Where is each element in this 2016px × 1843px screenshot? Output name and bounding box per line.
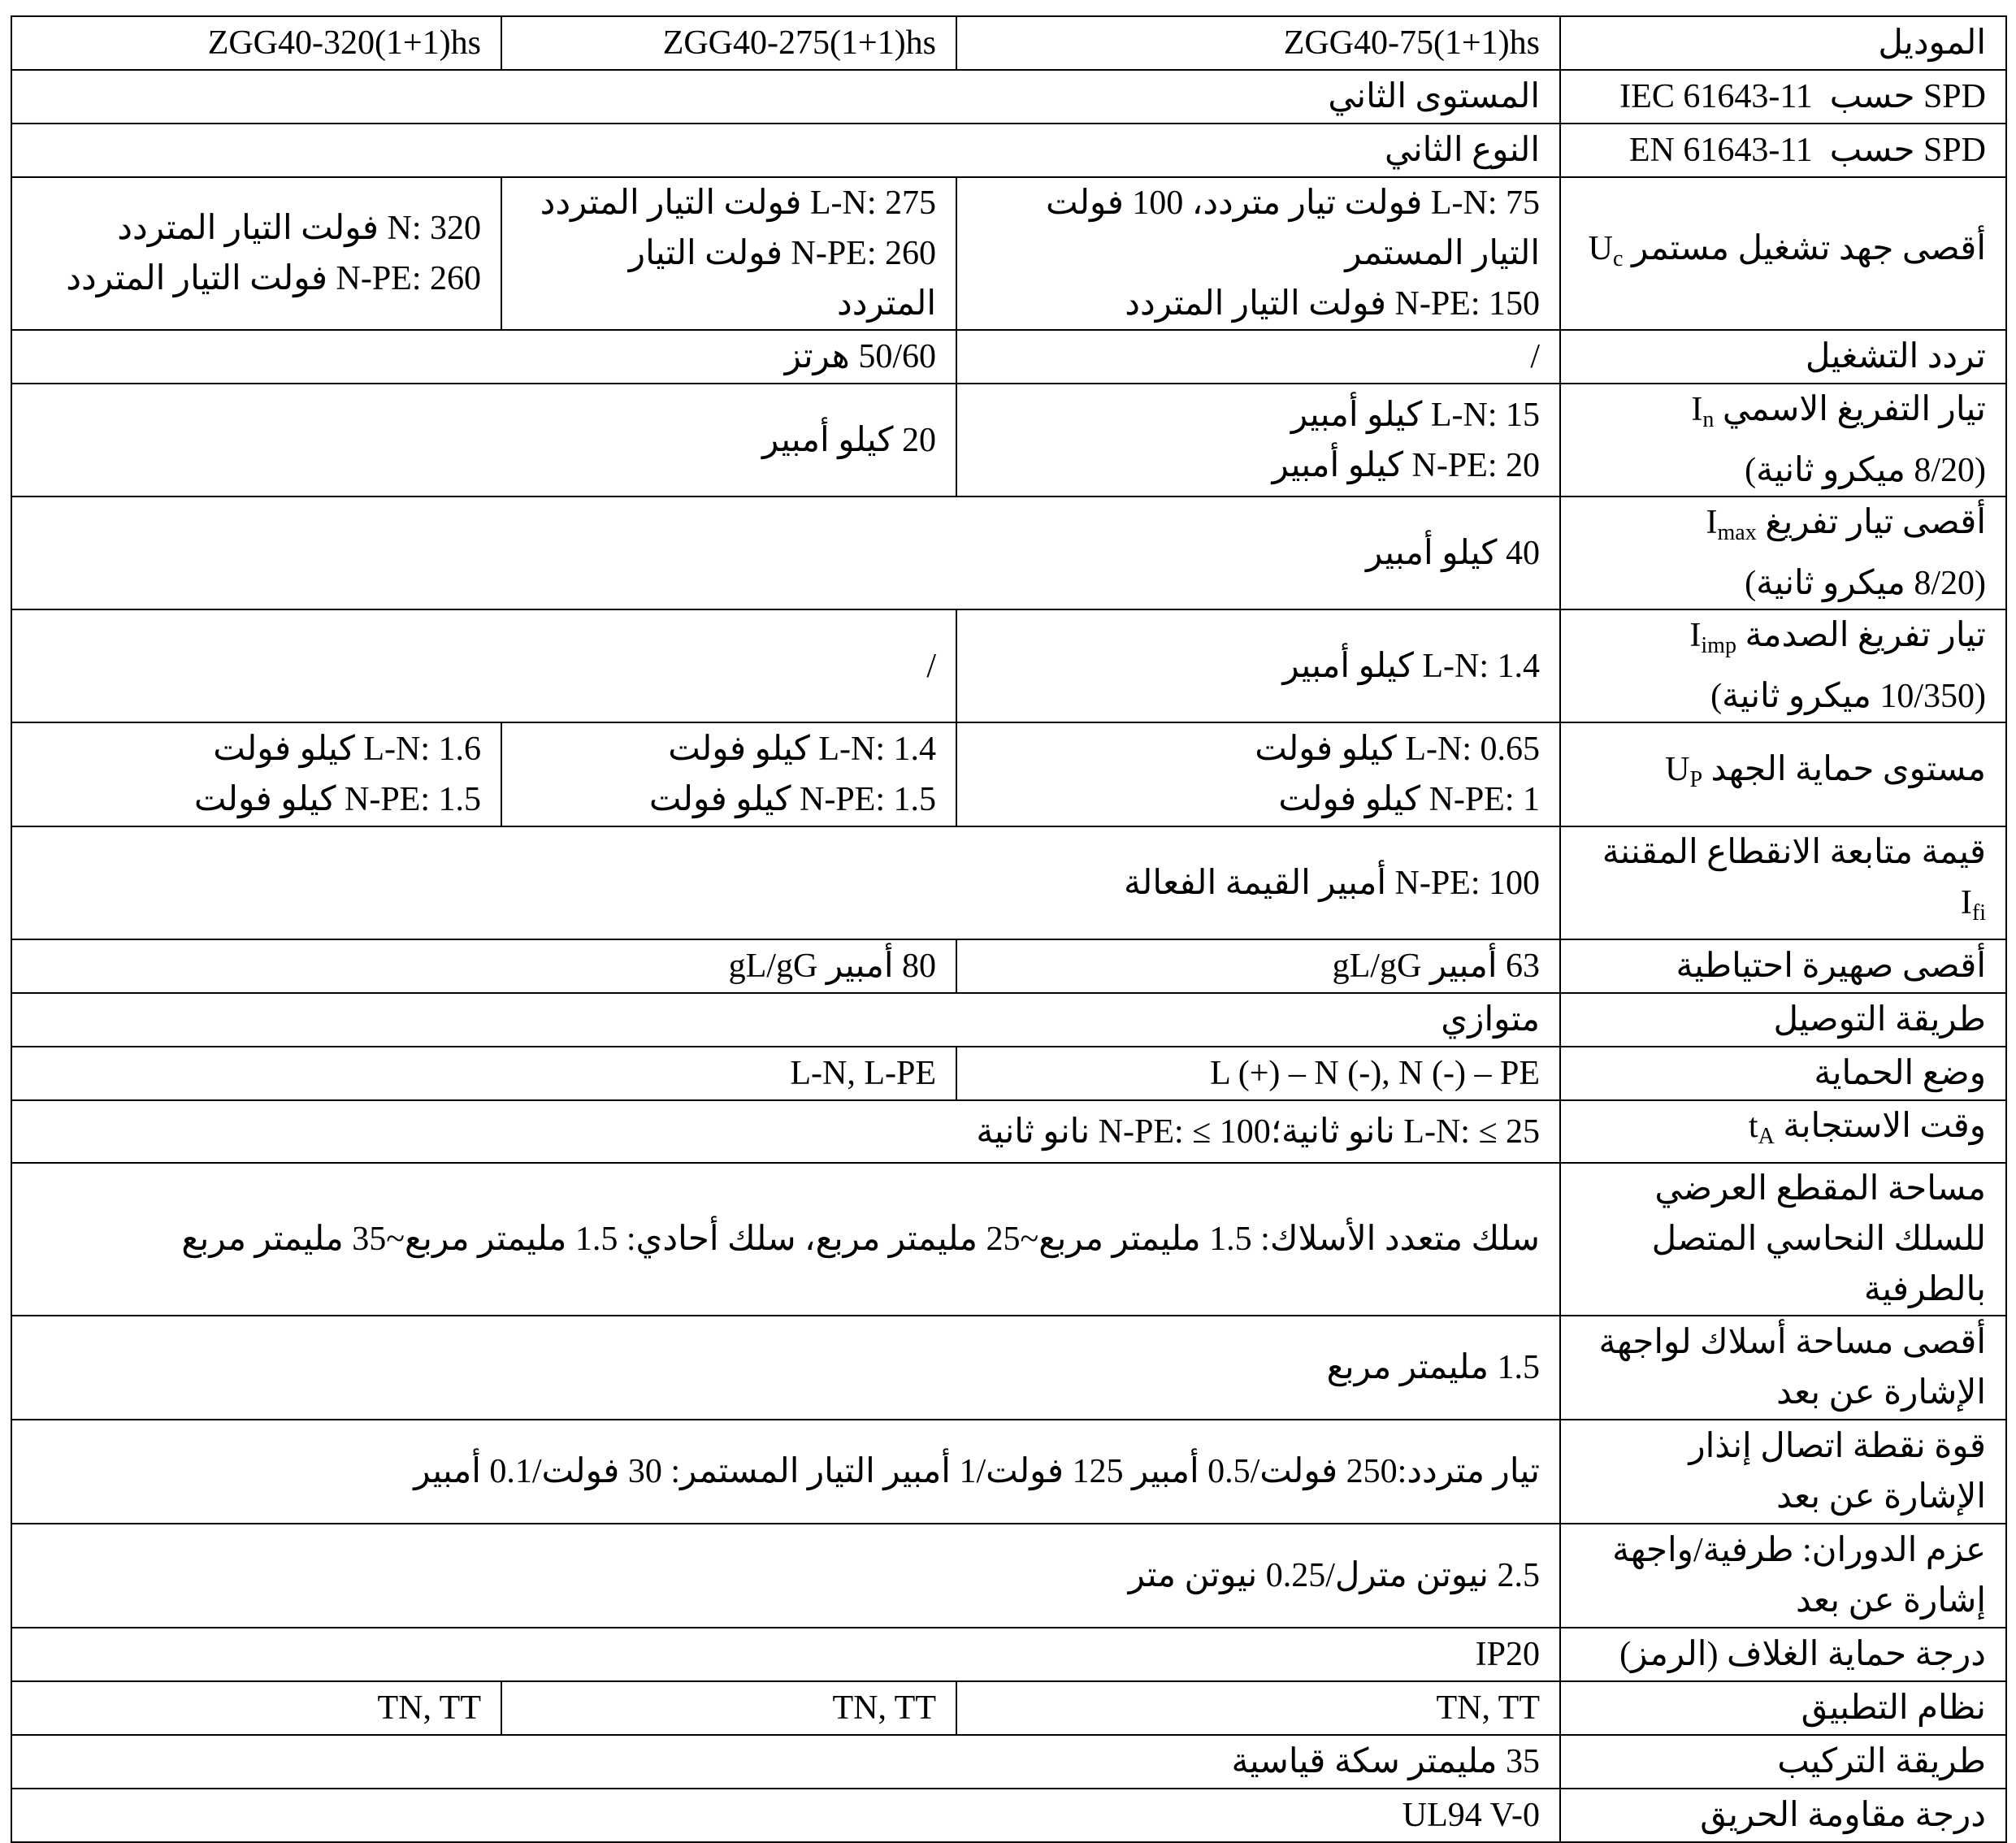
label-enclosure: درجة حماية الغلاف (الرمز) <box>1560 1628 2006 1681</box>
label-model: الموديل <box>1560 16 2006 70</box>
row-frequency <box>11 330 2006 384</box>
value-response-time: L-N: ≤ 25 نانو ثانية؛N-PE: ≤ 100 نانو ثانية <box>11 1100 1560 1163</box>
row-spd-iec <box>11 70 2006 124</box>
row-flammability <box>11 1789 2006 1842</box>
spec-table <box>11 15 2007 1843</box>
iimp-model-2-3: / <box>11 609 956 722</box>
row-model <box>11 16 2006 70</box>
protection-mode-model-1: L (+) – N (-), N (-) – PE <box>956 1047 1560 1100</box>
label-cross-section: مساحة المقطع العرضي للسلك النحاسي المتصل بالطرفية <box>1560 1163 2006 1316</box>
label-protection-mode: وضع الحماية <box>1560 1047 2006 1100</box>
uc-model-2: L-N: 275 فولت التيار المتردد N-PE: 260 فولت التيار المتردد <box>501 177 956 330</box>
row-fuse <box>11 939 2006 993</box>
label-flammability: درجة مقاومة الحريق <box>1560 1789 2006 1842</box>
value-cross-section: سلك متعدد الأسلاك: 1.5 مليمتر مربع~25 مليمتر مربع، سلك أحادي: 1.5 مليمتر مربع~35 مليمتر مربع <box>11 1163 1560 1316</box>
row-up <box>11 722 2006 826</box>
label-torque: عزم الدوران: طرفية/واجهة إشارة عن بعد <box>1560 1524 2006 1628</box>
iimp-model-1: L-N: 1.4 كيلو أمبير <box>956 609 1560 722</box>
value-spd-en: النوع الثاني <box>11 124 1560 177</box>
model-3: ZGG40-320(1+1)hs <box>11 16 501 70</box>
label-in: تيار التفريغ الاسمي $I_n$ (8/20 ميكرو ثانية) <box>1560 384 2006 497</box>
row-remote-wire <box>11 1316 2006 1420</box>
model-1: ZGG40-75(1+1)hs <box>956 16 1560 70</box>
row-imax <box>11 497 2006 609</box>
value-imax: 40 كيلو أمبير <box>11 497 1560 609</box>
row-cross-section <box>11 1163 2006 1316</box>
frequency-model-1: / <box>956 330 1560 384</box>
label-connection: طريقة التوصيل <box>1560 993 2006 1047</box>
value-ifi: N-PE: 100 أمبير القيمة الفعالة <box>11 826 1560 939</box>
in-model-2-3: 20 كيلو أمبير <box>11 384 956 497</box>
value-torque: 2.5 نيوتن مترل/0.25 نيوتن متر <box>11 1524 1560 1628</box>
value-remote-wire: 1.5 مليمتر مربع <box>11 1316 1560 1420</box>
value-flammability: UL94 V-0 <box>11 1789 1560 1842</box>
row-system <box>11 1681 2006 1735</box>
label-remote-wire: أقصى مساحة أسلاك لواجهة الإشارة عن بعد <box>1560 1316 2006 1420</box>
uc-model-1: L-N: 75 فولت تيار متردد، 100 فولت التيار المستمر N-PE: 150 فولت التيار المتردد <box>956 177 1560 330</box>
system-model-1: TN, TT <box>956 1681 1560 1735</box>
value-enclosure: IP20 <box>11 1628 1560 1681</box>
value-connection: متوازي <box>11 993 1560 1047</box>
label-mounting: طريقة التركيب <box>1560 1735 2006 1789</box>
up-model-1: L-N: 0.65 كيلو فولت N-PE: 1 كيلو فولت <box>956 722 1560 826</box>
label-fuse: أقصى صهيرة احتياطية <box>1560 939 2006 993</box>
model-2: ZGG40-275(1+1)hs <box>501 16 956 70</box>
fuse-model-2-3: 80 أمبير gL/gG <box>11 939 956 993</box>
label-imax: أقصى تيار تفريغ $I_{max}$ (8/20 ميكرو ثانية) <box>1560 497 2006 609</box>
row-torque <box>11 1524 2006 1628</box>
row-iimp <box>11 609 2006 722</box>
row-remote-contact <box>11 1420 2006 1524</box>
row-connection <box>11 993 2006 1047</box>
system-model-3: TN, TT <box>11 1681 501 1735</box>
protection-mode-model-2-3: L-N, L-PE <box>11 1047 956 1100</box>
row-protection-mode <box>11 1047 2006 1100</box>
label-up: مستوى حماية الجهد $U_P$ <box>1560 722 2006 826</box>
row-spd-en <box>11 124 2006 177</box>
value-spd-iec: المستوى الثاني <box>11 70 1560 124</box>
up-model-3: L-N: 1.6 كيلو فولت N-PE: 1.5 كيلو فولت <box>11 722 501 826</box>
label-frequency: تردد التشغيل <box>1560 330 2006 384</box>
fuse-model-1: 63 أمبير gL/gG <box>956 939 1560 993</box>
row-ifi <box>11 826 2006 939</box>
label-spd-iec: SPD حسب IEC 61643-11 <box>1560 70 2006 124</box>
in-model-1: L-N: 15 كيلو أمبير N-PE: 20 كيلو أمبير <box>956 384 1560 497</box>
label-uc: أقصى جهد تشغيل مستمر $U_c$ <box>1560 177 2006 330</box>
up-model-2: L-N: 1.4 كيلو فولت N-PE: 1.5 كيلو فولت <box>501 722 956 826</box>
label-spd-en: SPD حسب EN 61643-11 <box>1560 124 2006 177</box>
row-mounting <box>11 1735 2006 1789</box>
label-iimp: تيار تفريغ الصدمة $I_{imp}$ (10/350 ميكرو ثانية) <box>1560 609 2006 722</box>
label-response-time: وقت الاستجابة $t_A$ <box>1560 1100 2006 1163</box>
row-enclosure <box>11 1628 2006 1681</box>
label-ifi: قيمة متابعة الانقطاع المقننة $I_{fi}$ <box>1560 826 2006 939</box>
frequency-model-2-3: 50/60 هرتز <box>11 330 956 384</box>
value-mounting: 35 مليمتر سكة قياسية <box>11 1735 1560 1789</box>
uc-model-3: N: 320 فولت التيار المتردد N-PE: 260 فولت التيار المتردد <box>11 177 501 330</box>
label-remote-contact: قوة نقطة اتصال إنذار الإشارة عن بعد <box>1560 1420 2006 1524</box>
row-response-time <box>11 1100 2006 1163</box>
row-uc <box>11 177 2006 330</box>
value-remote-contact: تيار متردد:250 فولت/0.5 أمبير 125 فولت/1 أمبير التيار المستمر: 30 فولت/0.1 أمبير <box>11 1420 1560 1524</box>
system-model-2: TN, TT <box>501 1681 956 1735</box>
row-in <box>11 384 2006 497</box>
label-system: نظام التطبيق <box>1560 1681 2006 1735</box>
